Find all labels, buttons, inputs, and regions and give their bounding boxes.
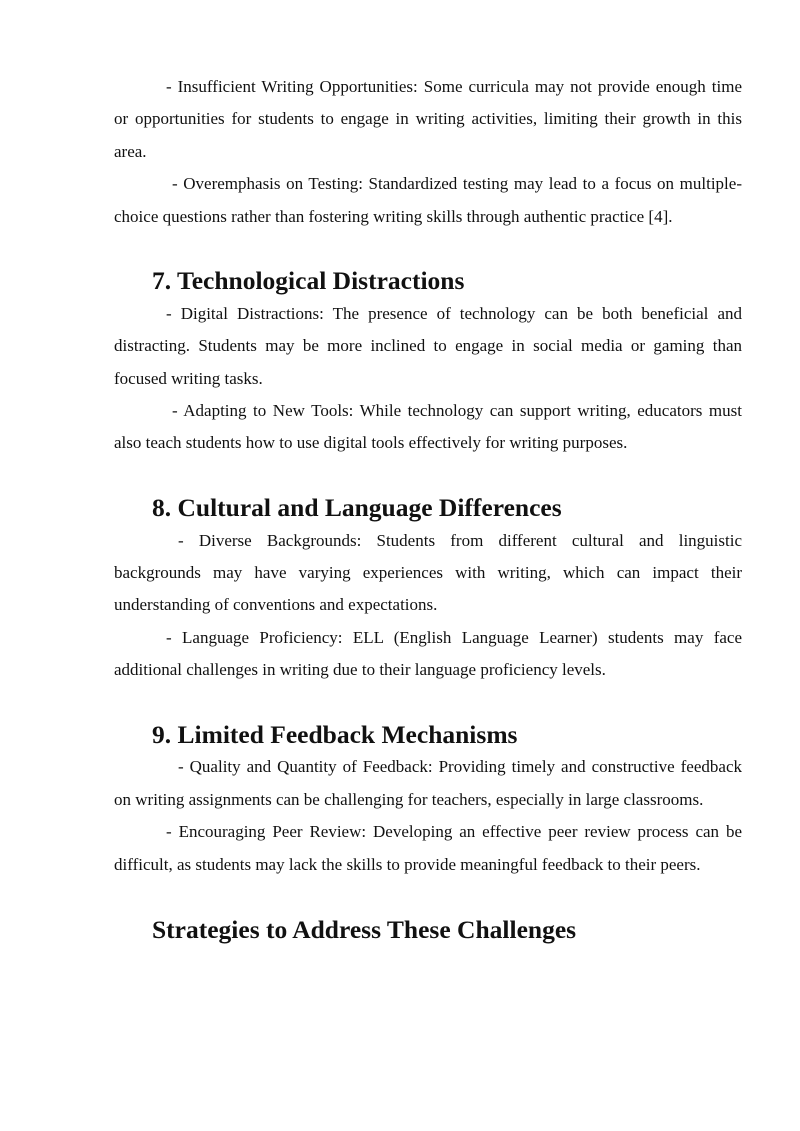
spacer bbox=[114, 881, 742, 913]
heading-strategies: Strategies to Address These Challenges bbox=[152, 914, 577, 944]
paragraph-encouraging-peer-review: - Encouraging Peer Review: Developing an effective peer review process can be difficult, as students may lack the skills to provide meaningful feedback to their peers. bbox=[114, 822, 742, 874]
paragraph-quality-quantity-feedback: - Quality and Quantity of Feedback: Providing timely and constructive feedback on writing assignments can be challenging for teachers, especially in large classrooms. bbox=[114, 757, 742, 809]
heading-cultural-language-differences: 8. Cultural and Language Differences bbox=[152, 493, 562, 523]
spacer bbox=[114, 233, 742, 265]
paragraph-adapting-to-new-tools: - Adapting to New Tools: While technology can support writing, educators must also teach students how to use digital tools effectively for writing purposes. bbox=[114, 401, 742, 453]
paragraph-insufficient-writing-opportunities: - Insufficient Writing Opportunities: Some curricula may not provide enough time or opportunities for students to engage in writing activities, limiting their growth in this area. bbox=[114, 77, 742, 161]
paragraph-language-proficiency: - Language Proficiency: ELL (English Language Learner) students may face additional challenges in writing due to their language proficiency levels. bbox=[114, 627, 742, 680]
paragraph-overemphasis-on-testing: - Overemphasis on Testing: Standardized testing may lead to a focus on multiple-choice questions rather than fostering writing skills through authentic practice [4]. bbox=[114, 174, 742, 226]
paragraph-diverse-backgrounds: - Diverse Backgrounds: Students from different cultural and linguistic backgrounds may have varying experiences with writing, which can impact their understanding of conventions and expectations. bbox=[114, 530, 742, 615]
heading-technological-distractions: 7. Technological Distractions bbox=[152, 266, 465, 296]
spacer bbox=[114, 687, 742, 719]
spacer bbox=[114, 460, 742, 492]
document-body bbox=[114, 71, 742, 946]
paragraph-digital-distractions: - Digital Distractions: The presence of technology can be both beneficial and distracting. Students may be more inclined to engage in social media or gaming than focused writing tasks. bbox=[114, 303, 742, 388]
heading-limited-feedback-mechanisms: 9. Limited Feedback Mechanisms bbox=[152, 720, 518, 750]
